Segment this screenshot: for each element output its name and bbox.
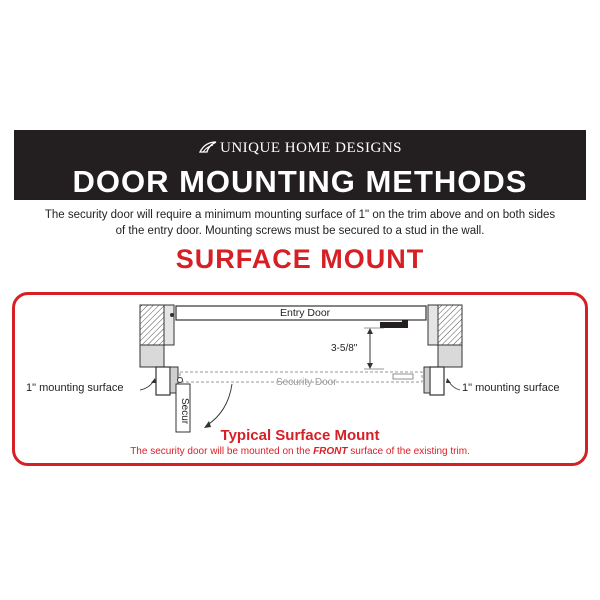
caption-sub-before: The security door will be mounted on the — [130, 446, 314, 457]
caption-sub-after: surface of the existing trim. — [347, 446, 470, 457]
dimension-line — [364, 328, 384, 369]
entry-door-label: Entry Door — [280, 307, 331, 319]
security-door-label: Security Door — [276, 377, 337, 388]
right-mounting-label: 1" mounting surface — [462, 382, 560, 394]
intro-line-2: of the entry door. Mounting screws must be secured to a stud in the wall. — [115, 225, 485, 237]
security-door-swing-label: Secur — [179, 398, 190, 425]
brand-text: UNIQUE HOME DESIGNS — [220, 140, 402, 156]
section-title: SURFACE MOUNT — [175, 244, 425, 274]
right-wall — [424, 305, 462, 395]
caption-title: Typical Surface Mount — [220, 427, 380, 444]
dimension-label: 3-5/8" — [331, 343, 358, 354]
caption-sub-emphasis: FRONT — [313, 446, 348, 457]
left-wall — [140, 305, 178, 395]
caption-subtitle — [0, 446, 600, 457]
intro-line-1: The security door will require a minimum mounting surface of 1" on the trim above and on both sides — [44, 209, 556, 221]
left-mounting-label: 1" mounting surface — [26, 382, 124, 394]
page-title: DOOR MOUNTING METHODS — [72, 164, 528, 199]
